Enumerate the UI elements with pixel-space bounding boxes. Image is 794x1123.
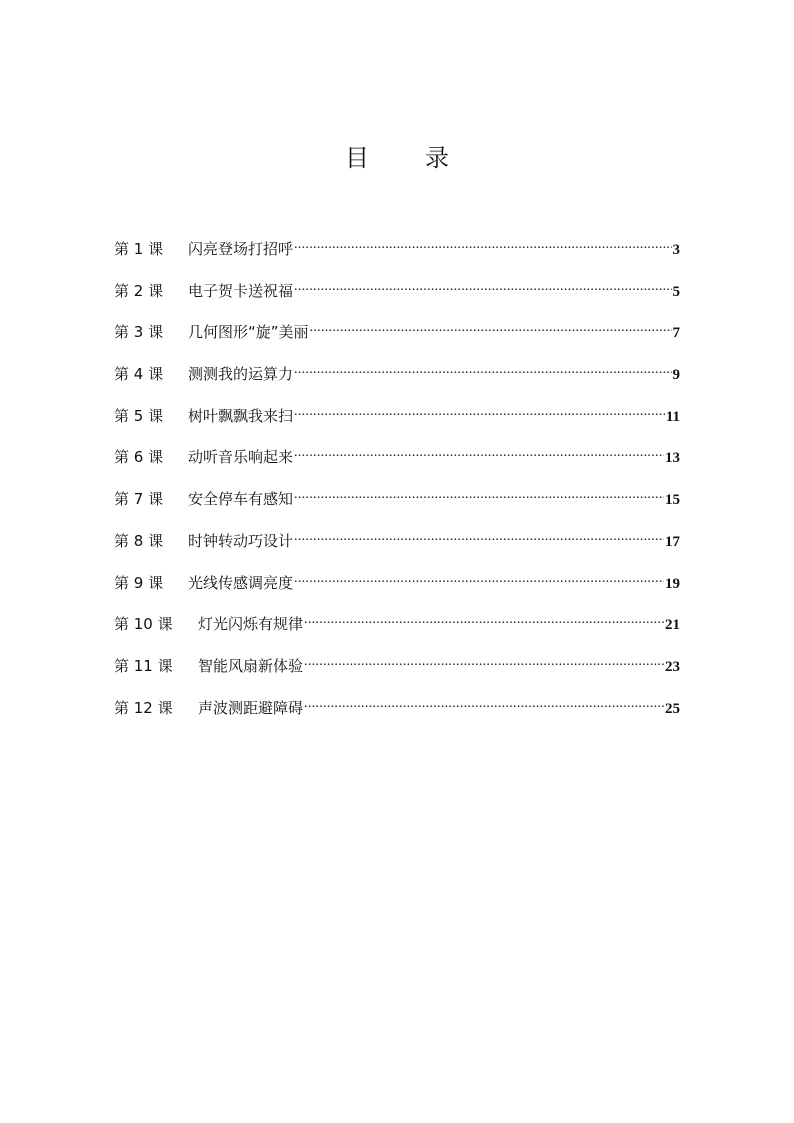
toc-dot-leader [294, 478, 664, 504]
toc-entry-5[interactable] [114, 395, 680, 437]
toc-dot-leader [294, 562, 664, 588]
toc-entry-10[interactable] [114, 603, 680, 645]
toc-entry-6[interactable] [114, 436, 680, 478]
toc-dot-leader [294, 520, 664, 546]
toc-lesson-number: 第 7 课 [114, 490, 164, 509]
toc-page-number: 25 [665, 700, 680, 717]
toc-lesson-title: 电子贺卡送祝福 [188, 281, 294, 300]
toc-lesson-title: 灯光闪烁有规律 [198, 615, 304, 634]
toc-lesson-title: 测测我的运算力 [188, 365, 294, 384]
toc-lesson-number: 第 8 课 [114, 531, 164, 550]
toc-dot-leader [304, 687, 664, 713]
toc-page-number: 23 [665, 658, 680, 675]
toc-lesson-title: 几何图形“旋”美丽 [188, 323, 309, 342]
toc-dot-leader [304, 645, 664, 671]
toc-page-number: 19 [665, 575, 680, 592]
toc-dot-leader [294, 353, 671, 379]
toc-page-number: 3 [672, 242, 680, 258]
toc-lesson-title: 智能风扇新体验 [198, 656, 304, 675]
toc-page-number: 17 [665, 533, 680, 550]
toc-lesson-number: 第 1 课 [114, 240, 164, 258]
toc-lesson-number: 第 4 课 [114, 365, 164, 384]
toc-lesson-title: 声波测距避障碍 [198, 698, 304, 717]
toc-entry-12[interactable] [114, 687, 680, 729]
toc-lesson-title: 时钟转动巧设计 [188, 531, 294, 550]
toc-lesson-number: 第 6 课 [114, 448, 164, 467]
toc-entry-3[interactable] [114, 311, 680, 353]
toc-page-number: 13 [665, 450, 680, 467]
toc-lesson-title: 动听音乐响起来 [188, 448, 294, 467]
toc-dot-leader [294, 228, 671, 254]
toc-page-number: 9 [672, 367, 680, 384]
toc-lesson-title: 安全停车有感知 [188, 490, 294, 509]
toc-lesson-number: 第 12 课 [114, 698, 173, 717]
toc-page-number: 11 [665, 408, 680, 425]
toc-lesson-number: 第 9 课 [114, 573, 164, 592]
toc-lesson-number: 第 3 课 [114, 323, 164, 342]
toc-lesson-number: 第 5 课 [114, 406, 164, 425]
toc-entry-9[interactable] [114, 562, 680, 604]
title-char-2: 录 [425, 144, 449, 172]
toc-entry-11[interactable] [114, 645, 680, 687]
toc-dot-leader [304, 603, 664, 629]
table-of-contents [114, 228, 680, 728]
toc-page-number: 15 [665, 492, 680, 509]
toc-entry-8[interactable] [114, 520, 680, 562]
toc-dot-leader [294, 395, 665, 421]
toc-lesson-title: 光线传感调亮度 [188, 573, 294, 592]
toc-lesson-title: 闪亮登场打招呼 [188, 240, 294, 258]
toc-page-number: 7 [672, 325, 680, 342]
toc-entry-1[interactable] [114, 228, 680, 270]
toc-page-number: 5 [672, 283, 680, 300]
toc-dot-leader [294, 270, 671, 296]
title-char-1: 目 [345, 144, 369, 172]
toc-dot-leader [310, 311, 672, 337]
toc-lesson-number: 第 2 课 [114, 281, 164, 300]
toc-lesson-number: 第 10 课 [114, 615, 173, 634]
toc-page-number: 21 [665, 617, 680, 634]
toc-lesson-title: 树叶飘飘我来扫 [188, 406, 294, 425]
page-title [0, 138, 794, 173]
toc-entry-4[interactable] [114, 353, 680, 395]
toc-lesson-number: 第 11 课 [114, 656, 173, 675]
toc-entry-7[interactable] [114, 478, 680, 520]
toc-entry-2[interactable] [114, 270, 680, 312]
toc-dot-leader [294, 436, 664, 462]
